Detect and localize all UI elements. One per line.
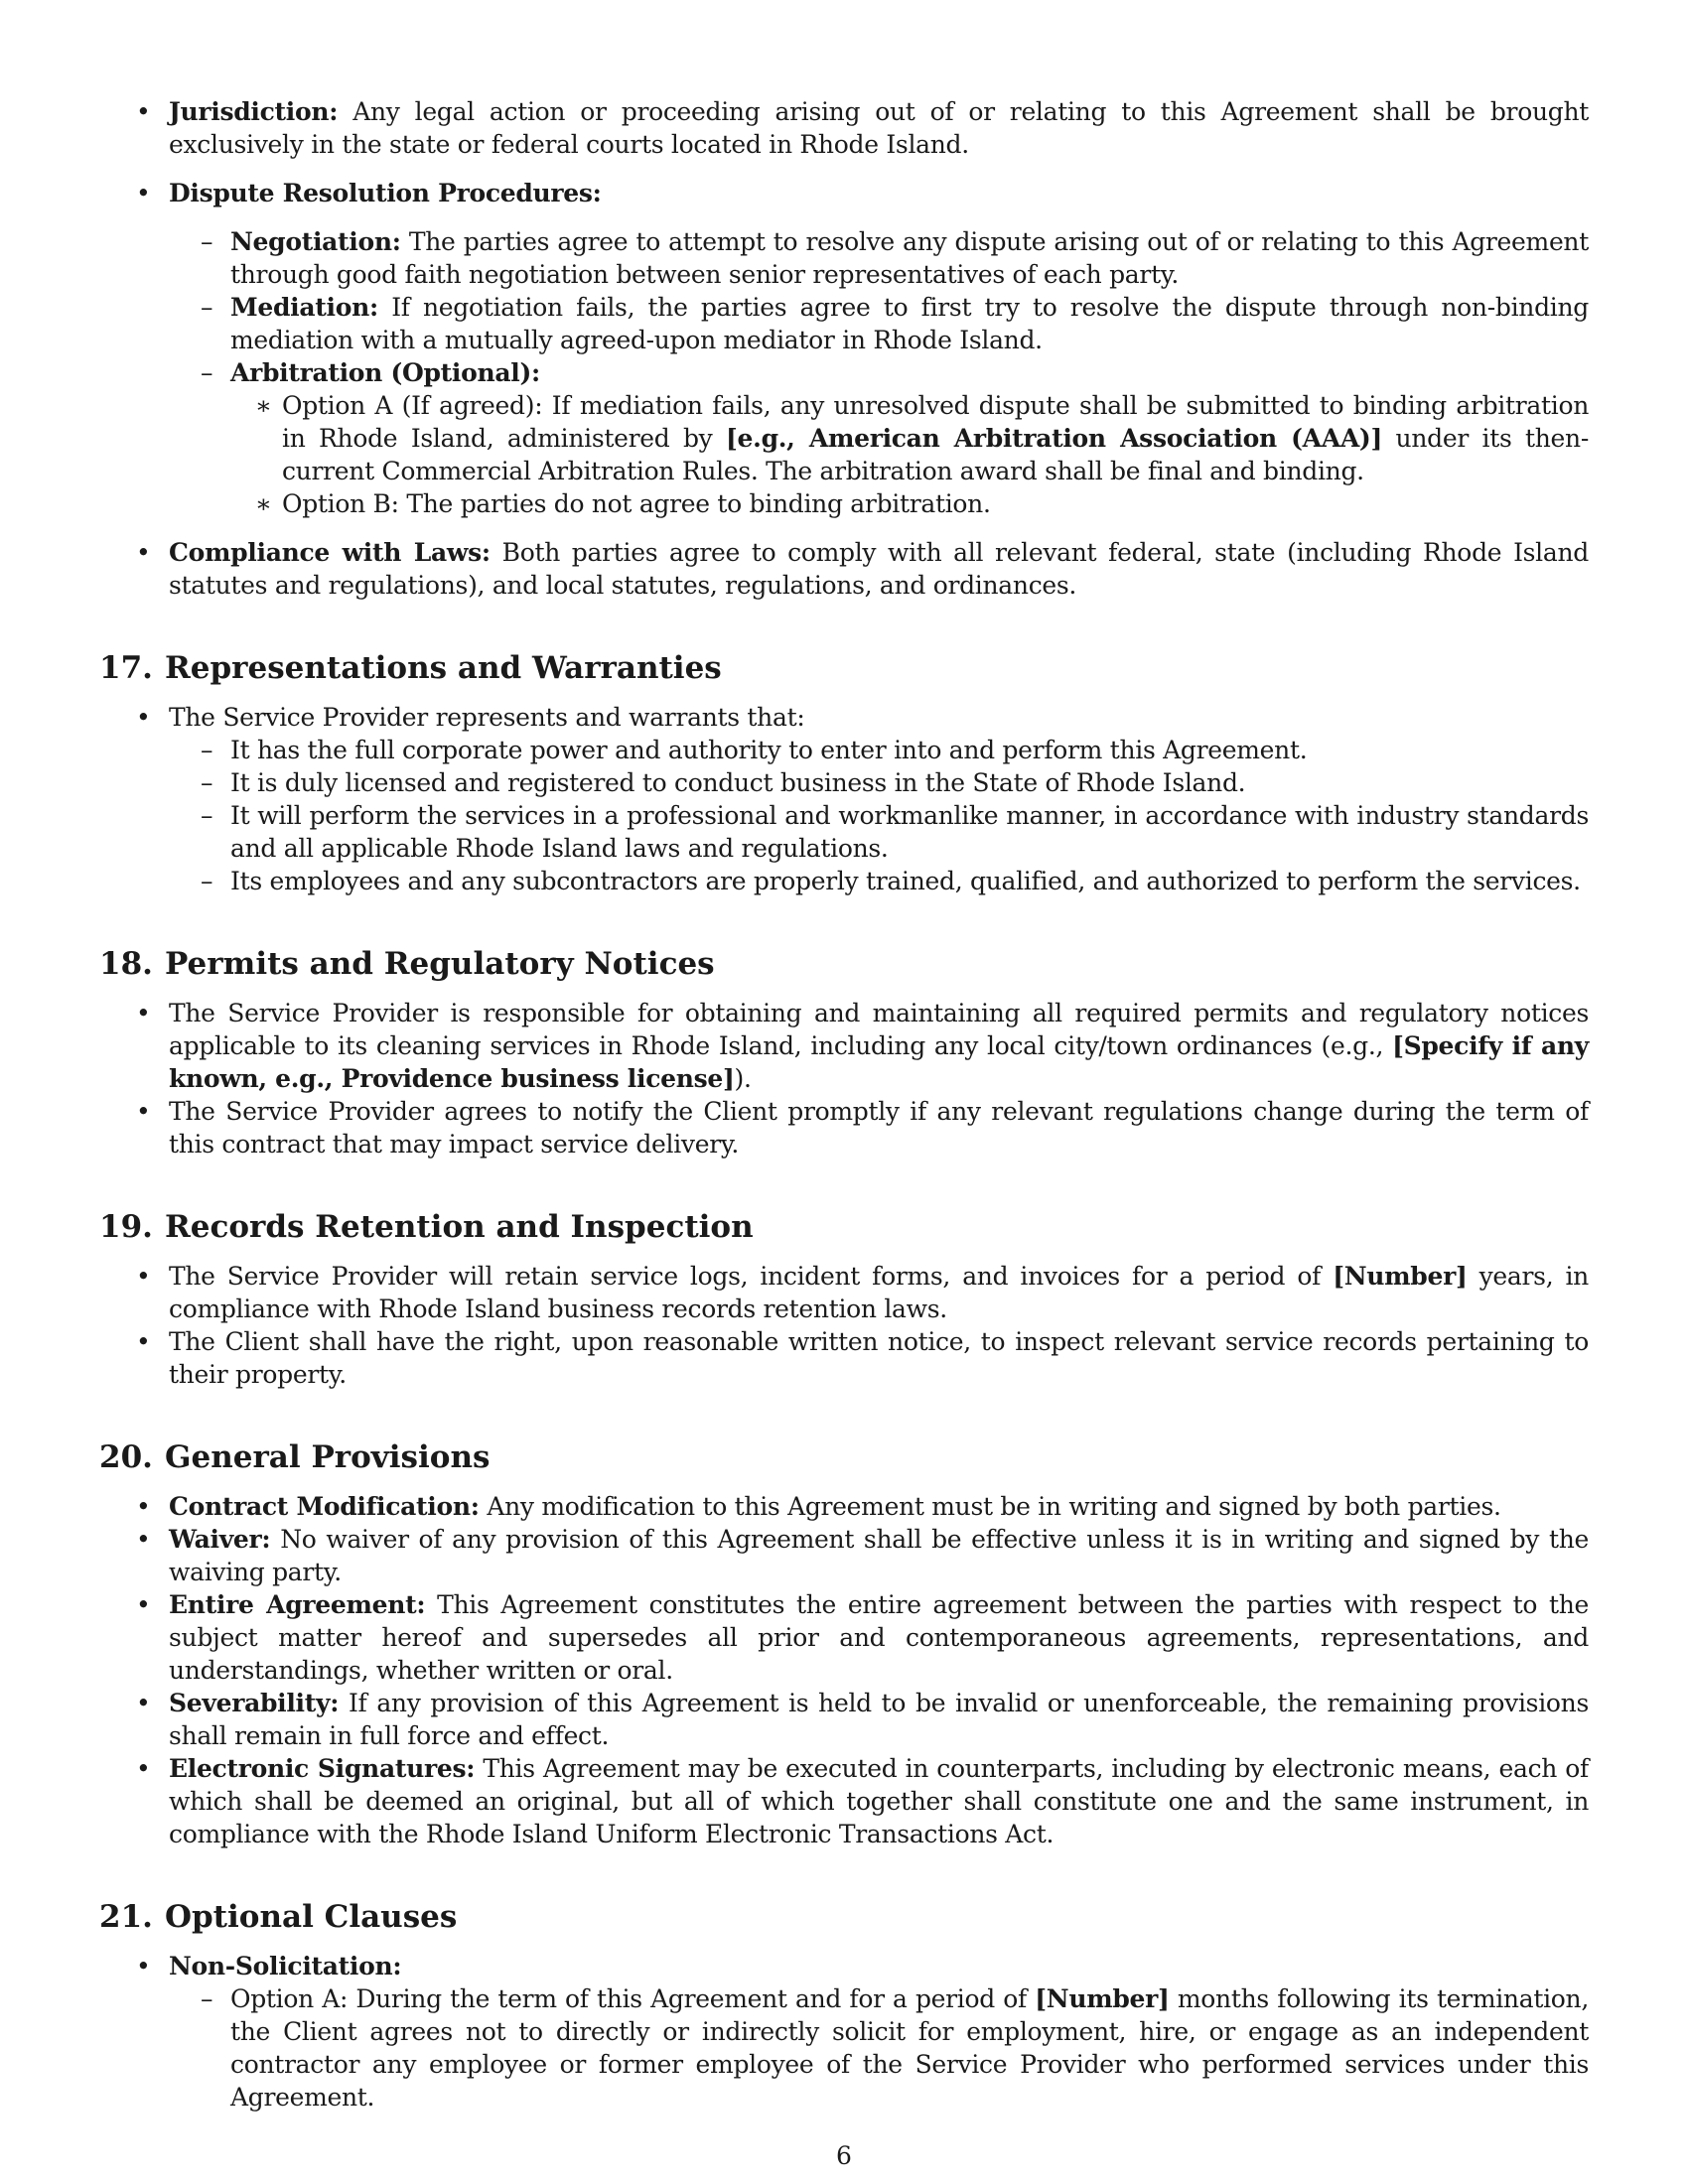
section-18-number: 18. <box>99 946 153 982</box>
mediation-text: If negotiation fails, the parties agree to first try to resolve the dispute through non-binding mediation with a mutually agreed-upon mediator in Rhode Island. <box>230 293 1589 354</box>
arbitration-options <box>230 389 1589 520</box>
dispute-resolution-item <box>99 177 1589 520</box>
section-17-sublist <box>169 734 1589 897</box>
mediation-label: Mediation: <box>230 293 378 322</box>
retention-item <box>99 1260 1589 1325</box>
mediation-item <box>169 291 1589 356</box>
document-page <box>99 95 1589 2114</box>
non-solicitation-label: Non-Solicitation: <box>169 1952 402 1980</box>
option-a-placeholder: [e.g., American Arbitration Association (AAA)] <box>726 424 1382 453</box>
section-21-list <box>99 1950 1589 2114</box>
section-20-heading <box>99 1438 1589 1476</box>
negotiation-item <box>169 225 1589 291</box>
severability-item <box>99 1687 1589 1752</box>
permits-placeholder: [Specify if any known, e.g., Providence business license] <box>169 1031 1589 1093</box>
waiver-label: Waiver: <box>169 1525 271 1554</box>
compliance-item <box>99 536 1589 602</box>
modification-text: Any modification to this Agreement must be in writing and signed by both parties. <box>487 1492 1501 1521</box>
arbitration-option-b <box>230 487 1589 520</box>
non-solicitation-item <box>99 1950 1589 2114</box>
warranty-item <box>169 799 1589 865</box>
option-a-text-pre: Option A (If agreed): If mediation fails, any unresolved dispute shall be submitted to binding arbitration in Rhode Island, administered by <box>282 391 1589 453</box>
arbitration-option-a <box>230 389 1589 487</box>
regulation-change-item <box>99 1095 1589 1160</box>
waiver-text: No waiver of any provision of this Agreement shall be effective unless it is in writing and signed by the waiving party. <box>169 1525 1589 1586</box>
jurisdiction-label: Jurisdiction: <box>169 97 339 126</box>
non-solicitation-text-pre: Option A: During the term of this Agreement and for a period of <box>230 1984 1027 2013</box>
entire-agreement-label: Entire Agreement: <box>169 1590 426 1619</box>
electronic-signatures-label: Electronic Signatures: <box>169 1754 476 1783</box>
section-20-number: 20. <box>99 1439 153 1475</box>
section-17-list <box>99 701 1589 897</box>
section-17-number: 17. <box>99 650 153 686</box>
dispute-resolution-label: Dispute Resolution Procedures: <box>169 179 602 207</box>
severability-text: If any provision of this Agreement is held to be invalid or unenforceable, the remaining provisions shall remain in full force and effect. <box>169 1689 1589 1750</box>
section-17-intro: The Service Provider represents and warrants that: <box>169 703 805 732</box>
warranty-text: It will perform the services in a professional and workmanlike manner, in accordance with industry standards and all applicable Rhode Island laws and regulations. <box>230 801 1589 863</box>
section-21-number: 21. <box>99 1899 153 1935</box>
non-solicitation-option-a <box>169 1982 1589 2114</box>
section-21-title: Optional Clauses <box>165 1899 458 1935</box>
section-16-continued-list <box>99 95 1589 602</box>
jurisdiction-text: Any legal action or proceeding arising out of or relating to this Agreement shall be brought exclusively in the state or federal courts located in Rhode Island. <box>169 97 1589 159</box>
arbitration-item <box>169 356 1589 520</box>
section-21-heading <box>99 1898 1589 1936</box>
compliance-text: Both parties agree to comply with all relevant federal, state (including Rhode Island statutes and regulations), and local statutes, regulations, and ordinances. <box>169 538 1589 600</box>
section-17-intro-item <box>99 701 1589 897</box>
retention-text-pre: The Service Provider will retain service logs, incident forms, and invoices for a period of <box>169 1262 1322 1291</box>
electronic-signatures-item <box>99 1752 1589 1850</box>
section-19-number: 19. <box>99 1209 153 1245</box>
permits-text-post: ). <box>734 1064 752 1093</box>
negotiation-label: Negotiation: <box>230 227 401 256</box>
warranty-text: It has the full corporate power and authority to enter into and perform this Agreement. <box>230 736 1308 764</box>
arbitration-label: Arbitration (Optional): <box>230 358 540 387</box>
entire-agreement-text: This Agreement constitutes the entire agreement between the parties with respect to the subject matter hereof and supersedes all prior and contemporaneous agreements, representations, and understandings, whether written or oral. <box>169 1590 1589 1685</box>
option-b-text: Option B: The parties do not agree to binding arbitration. <box>282 489 991 518</box>
section-20-title: General Provisions <box>165 1439 491 1475</box>
negotiation-text: The parties agree to attempt to resolve any dispute arising out of or relating to this Agreement through good faith negotiation between senior representatives of each party. <box>230 227 1589 289</box>
inspection-text: The Client shall have the right, upon reasonable written notice, to inspect relevant service records pertaining to their property. <box>169 1327 1589 1389</box>
permits-item <box>99 997 1589 1095</box>
waiver-item <box>99 1523 1589 1588</box>
electronic-signatures-text: This Agreement may be executed in counterparts, including by electronic means, each of which shall be deemed an original, but all of which together shall constitute one and the same instrument, in compliance with the Rhode Island Uniform Electronic Transactions Act. <box>169 1754 1590 1848</box>
warranty-text: It is duly licensed and registered to conduct business in the State of Rhode Island. <box>230 768 1246 797</box>
section-18-list <box>99 997 1589 1160</box>
entire-agreement-item <box>99 1588 1589 1687</box>
non-solicitation-text-post: months following its termination, the Client agrees not to directly or indirectly solicit for employment, hire, or engage as an independent contractor any employee or former employee of the Service Provider who performed services under this Agreement. <box>230 1984 1589 2112</box>
warranty-text: Its employees and any subcontractors are properly trained, qualified, and authorized to perform the services. <box>230 867 1581 895</box>
section-18-title: Permits and Regulatory Notices <box>165 946 715 982</box>
section-18-heading <box>99 945 1589 983</box>
dispute-resolution-sublist <box>169 225 1589 520</box>
severability-label: Severability: <box>169 1689 340 1717</box>
warranty-item <box>169 865 1589 897</box>
compliance-label: Compliance with Laws: <box>169 538 491 567</box>
regulation-change-text: The Service Provider agrees to notify the Client promptly if any relevant regulations change during the term of this contract that may impact service delivery. <box>169 1097 1589 1159</box>
inspection-item <box>99 1325 1589 1391</box>
jurisdiction-item <box>99 95 1589 161</box>
section-19-heading <box>99 1208 1589 1246</box>
warranty-item <box>169 766 1589 799</box>
section-19-title: Records Retention and Inspection <box>165 1209 754 1245</box>
retention-placeholder: [Number] <box>1333 1262 1468 1291</box>
section-20-list <box>99 1490 1589 1850</box>
section-19-list <box>99 1260 1589 1391</box>
page-number: 6 <box>836 2141 852 2170</box>
non-solicitation-sublist <box>169 1982 1589 2114</box>
modification-item <box>99 1490 1589 1523</box>
permits-text-pre: The Service Provider is responsible for obtaining and maintaining all required permits and regulatory notices applicable to its cleaning services in Rhode Island, including any local city/town ordinances (e.g., <box>169 999 1589 1060</box>
warranty-item <box>169 734 1589 766</box>
option-a-text-post: under its then-current Commercial Arbitration Rules. The arbitration award shall be final and binding. <box>282 424 1589 485</box>
retention-text-post: years, in compliance with Rhode Island business records retention laws. <box>169 1262 1589 1323</box>
section-17-heading <box>99 649 1589 687</box>
non-solicitation-placeholder: [Number] <box>1035 1984 1170 2013</box>
modification-label: Contract Modification: <box>169 1492 480 1521</box>
section-17-title: Representations and Warranties <box>165 650 722 686</box>
